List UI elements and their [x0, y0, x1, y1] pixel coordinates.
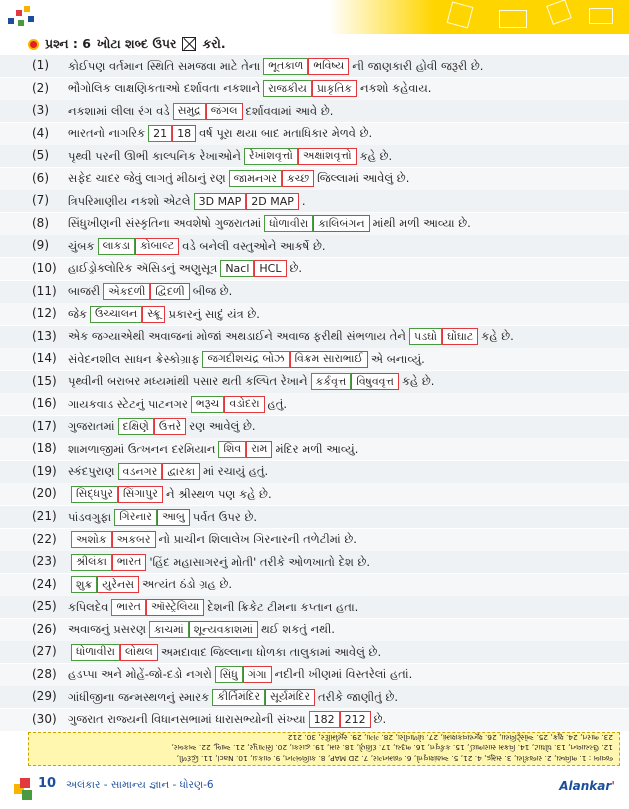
option-box[interactable]: ભૂતકાળ: [263, 58, 308, 75]
question-row: [0, 303, 629, 325]
bullet-icon: [28, 39, 39, 50]
option-box[interactable]: વિક્રમ સારાભાઈ: [290, 351, 368, 368]
brand-logo: [559, 779, 615, 793]
option-box[interactable]: સ્ક્રૂ: [142, 306, 165, 323]
question-number: (18): [32, 441, 57, 456]
option-box[interactable]: સૂર્યમંદિર: [265, 689, 315, 706]
question-number: (8): [32, 215, 49, 230]
option-box[interactable]: જામનગર: [229, 170, 282, 187]
question-text: [68, 215, 621, 233]
option-box[interactable]: ભરૂચ: [191, 396, 224, 413]
option-pair: [264, 215, 369, 232]
question-text: [68, 440, 621, 458]
question-post-text: રણ આવેલું છે.: [189, 419, 256, 434]
option-box[interactable]: રેખાંશવૃત્તો: [244, 148, 298, 165]
question-row: [0, 281, 629, 303]
question-text: [68, 553, 621, 571]
option-pair: [218, 441, 272, 458]
option-box[interactable]: ભારત: [111, 599, 145, 616]
option-box[interactable]: ગંગા: [243, 666, 272, 683]
question-text: [68, 485, 621, 503]
question-post-text: કહે છે.: [401, 374, 435, 389]
option-pair: [409, 328, 478, 345]
question-row: [0, 574, 629, 596]
option-box[interactable]: HCL: [254, 260, 286, 277]
question-pre-text: પાંડવગુફા: [68, 509, 112, 524]
option-pair: [173, 103, 243, 120]
option-box[interactable]: 182: [309, 711, 340, 728]
question-text: [68, 283, 621, 301]
option-pair: [244, 148, 357, 165]
option-box[interactable]: ઑસ્ટ્રેલિયા: [146, 599, 204, 616]
cross-box-icon: [182, 37, 196, 51]
option-pair: [215, 666, 272, 683]
question-pre-text: હાઈડ્રોક્લોરિક ઍસિડનું અણુસૂત્ર: [68, 261, 218, 276]
question-text: [68, 711, 621, 729]
option-box[interactable]: ઉચ્ચાલન: [90, 306, 142, 323]
question-number: (21): [32, 509, 57, 523]
question-pre-text: હડપ્પા અને મોહેં-જો-દડો નગરો: [68, 667, 212, 682]
question-text: [68, 305, 621, 323]
option-box[interactable]: જગદીશચંદ્ર બોઝ: [202, 351, 289, 368]
question-number: (26): [32, 621, 57, 636]
question-number: (27): [32, 644, 57, 659]
question-row: [0, 641, 629, 663]
option-pair: [111, 599, 204, 616]
question-text: [68, 463, 621, 481]
option-box[interactable]: Nacl: [220, 260, 254, 277]
question-pre-text: કપિલદેવ: [68, 599, 109, 614]
question-number: (14): [32, 351, 57, 366]
question-number: (19): [32, 463, 57, 478]
option-box[interactable]: 212: [340, 711, 371, 728]
deco-square: [499, 10, 527, 28]
question-post-text: પ્રકારનું સાદું યંત્ર છે.: [168, 306, 260, 321]
question-number: (4): [32, 125, 49, 140]
option-box[interactable]: વડનગર: [118, 463, 163, 480]
question-text: [68, 260, 621, 278]
option-box[interactable]: રાજકીય: [263, 80, 312, 97]
heading-prefix: પ્રશ્ન : 6: [45, 36, 91, 51]
option-pair: [71, 531, 156, 548]
option-pair: [191, 396, 265, 413]
question-number: (2): [32, 80, 49, 95]
option-box[interactable]: જંગલ: [206, 103, 243, 120]
question-pre-text: નકશામાં લીલા રંગ વડે: [68, 103, 170, 118]
brand-logo-text: Alankar: [559, 779, 612, 793]
question-number: (29): [32, 689, 57, 704]
corner-dots-decoration: [8, 6, 48, 32]
question-number: (24): [32, 576, 57, 591]
question-text: [68, 170, 621, 188]
question-pre-text: બાજરી: [68, 284, 101, 298]
question-pre-text: સ્કંદપુરાણ: [68, 464, 115, 479]
question-row: [0, 551, 629, 573]
option-box[interactable]: કચ્છ: [282, 170, 314, 187]
option-pair: [263, 80, 357, 97]
question-text: [68, 508, 621, 526]
question-row: [0, 619, 629, 641]
question-pre-text: ત્રિપરિમાણીય નકશો એટલે: [68, 193, 191, 208]
question-pre-text: સિંધુખીણની સંસ્કૃતિના અવશેષો ગુજરાતમાં: [68, 216, 262, 231]
question-pre-text: ગુજરાત રાજ્યની વિધાનસભામાં ધારાસભ્યોની સંખ્યા: [68, 712, 306, 727]
question-number: (11): [32, 283, 57, 298]
deco-square: [447, 2, 474, 29]
answer-line: 12. ઉચ્ચાલન, 13. ઘોંઘાટ, 14. વિક્રમ સારાભાઈ, 15. કર્કવૃત્ત, 16. ભરૂચ, 17. દક્ષિણે, 18. રામ, 19. દ્વારકા, 20. સિંગાપુર, 21. આબુ, 22. અકબર,: [171, 743, 613, 753]
question-text: [68, 531, 621, 549]
question-row: [0, 55, 629, 77]
question-number: (15): [32, 373, 57, 388]
question-post-text: બીજ છે.: [192, 284, 233, 298]
question-row: [0, 438, 629, 460]
option-pair: [149, 621, 258, 638]
question-post-text: છે.: [373, 712, 387, 727]
question-number: (5): [32, 148, 49, 163]
option-box[interactable]: સિંધુ: [215, 666, 243, 683]
question-pre-text: એક જગ્યાએથી અવાજનાં મોજાં અથડાઈને અવાજ ફરીથી સંભળાય તેને: [68, 329, 406, 344]
question-row: [0, 190, 629, 212]
question-text: [68, 147, 621, 165]
option-box[interactable]: એકદળી: [103, 283, 150, 300]
question-pre-text: સંવેદનશીલ સાધન ક્રેસ્કોગ્રાફ: [68, 351, 200, 366]
option-box[interactable]: 2D MAP: [246, 193, 299, 210]
option-pair: [71, 554, 146, 571]
option-pair: [71, 576, 139, 593]
question-row: [0, 709, 629, 731]
question-text: [68, 621, 621, 639]
question-text: [68, 418, 621, 436]
answer-key: [28, 732, 620, 766]
question-pre-text: અવાજનું પ્રસરણ: [68, 622, 146, 637]
option-box[interactable]: અક્ષાંશવૃત્તો: [298, 148, 357, 165]
question-number: (28): [32, 666, 57, 681]
question-post-text: કહે છે.: [359, 148, 393, 163]
option-box[interactable]: પડઘો: [409, 328, 442, 345]
question-text: [68, 328, 621, 346]
option-box[interactable]: દ્વિદળી: [150, 283, 189, 300]
question-pre-text: ગાંધીજીના જન્મસ્થળનું સ્મારક: [68, 689, 210, 704]
question-row: [0, 686, 629, 708]
question-number: (23): [32, 554, 57, 569]
question-post-text: તરીકે જાણીતું છે.: [318, 689, 399, 704]
option-pair: [71, 486, 163, 503]
question-text: [68, 688, 621, 706]
option-box[interactable]: સિંગાપુર: [118, 486, 163, 503]
question-post-text: પર્વત ઉપર છે.: [192, 509, 258, 524]
option-box[interactable]: શિવ: [218, 441, 246, 458]
question-row: [0, 416, 629, 438]
question-post-text: થઈ શકતું નથી.: [260, 622, 335, 637]
brand-logo-mark: ': [611, 779, 615, 793]
option-box[interactable]: કીર્તિમંદિર: [212, 689, 265, 706]
question-pre-text: ભૌગોલિક લાક્ષણિકતાઓ દર્શાવતા નકશાને: [68, 81, 261, 96]
question-row: [0, 168, 629, 190]
option-box[interactable]: 18: [172, 125, 196, 142]
question-post-text: નકશો કહેવાય.: [360, 81, 432, 96]
question-post-text: હતું.: [267, 396, 287, 411]
question-row: [0, 348, 629, 370]
option-pair: [212, 689, 315, 706]
question-row: [0, 371, 629, 393]
question-number: (25): [32, 599, 57, 614]
option-box[interactable]: કર્કવૃત્ત: [311, 373, 352, 390]
question-pre-text: ભારતનો નાગરિક: [68, 126, 146, 141]
question-post-text: અમદાવાદ જિલ્લાના ધોળકા તાલુકામાં આવેલું છે.: [160, 644, 382, 659]
option-box[interactable]: શ્રીલંકા: [71, 554, 112, 571]
question-row: [0, 78, 629, 100]
question-post-text: છે.: [289, 261, 303, 276]
question-row: [0, 145, 629, 167]
option-pair: [263, 58, 349, 75]
option-box[interactable]: ઘોંઘાટ: [442, 328, 478, 345]
question-text: [68, 643, 621, 661]
question-number: (12): [32, 306, 57, 321]
question-number: (7): [32, 193, 49, 208]
option-box[interactable]: પ્રાકૃતિક: [312, 80, 357, 97]
question-text: [68, 102, 621, 120]
question-number: (20): [32, 486, 57, 501]
question-post-text: માં રચાયું હતું.: [203, 464, 269, 479]
question-post-text: દેશની ક્રિકેટ ટીમના કપ્તાન હતા.: [207, 599, 359, 614]
question-text: [68, 192, 621, 210]
question-post-text: એ બનાવ્યું.: [370, 351, 425, 366]
question-text: [68, 350, 621, 368]
question-post-text: નદીની ખીણમાં વિસ્તરેલાં હતાં.: [274, 667, 413, 682]
question-post-text: ને શ્રીસ્થળ પણ કહે છે.: [165, 486, 272, 501]
option-box[interactable]: કોબાલ્ટ: [135, 238, 179, 255]
option-box[interactable]: ધોળાવીરા: [71, 644, 120, 661]
question-row: [0, 258, 629, 280]
question-post-text: જિલ્લામાં આવેલું છે.: [317, 171, 410, 186]
header-decoration: [329, 0, 629, 34]
question-text: [68, 666, 621, 684]
question-pre-text: ગુજરાતમાં: [68, 419, 115, 434]
heading-suffix: કરો.: [202, 36, 226, 51]
question-text: [68, 373, 621, 391]
question-row: [0, 461, 629, 483]
question-row: [0, 596, 629, 618]
option-pair: [220, 260, 286, 277]
option-box[interactable]: રામ: [246, 441, 272, 458]
question-post-text: વડે બનેલી વસ્તુઓને આકર્ષે છે.: [182, 238, 326, 253]
option-box[interactable]: કાલિબંગન: [313, 215, 369, 232]
question-row: [0, 235, 629, 257]
question-number: (13): [32, 328, 57, 343]
option-box[interactable]: વિષુવવૃત્ત: [351, 373, 399, 390]
option-box[interactable]: ભવિષ્ય: [308, 58, 349, 75]
option-pair: [194, 193, 299, 210]
option-pair: [202, 351, 367, 368]
question-row: [0, 123, 629, 145]
option-pair: [118, 418, 187, 435]
question-post-text: અત્યંત ઠંડો ગ્રહ છે.: [142, 577, 233, 592]
option-box[interactable]: શૂન્યવકાશમાં: [189, 621, 258, 638]
question-pre-text: જેક: [68, 306, 87, 321]
option-box[interactable]: લોથલ: [120, 644, 158, 661]
question-number: (10): [32, 260, 57, 275]
option-box[interactable]: યુરેનસ: [97, 576, 139, 593]
option-box[interactable]: ધોળાવીરા: [264, 215, 313, 232]
option-box[interactable]: 3D MAP: [194, 193, 247, 210]
question-pre-text: પૃથ્વી પરની ઊભી કાલ્પનિક રેખાઓને: [68, 148, 241, 163]
option-box[interactable]: દ્વારકા: [162, 463, 200, 480]
question-text: [68, 57, 621, 75]
question-row: [0, 100, 629, 122]
deco-square: [546, 0, 572, 25]
question-number: (17): [32, 418, 57, 433]
question-post-text: ની જાણકારી હોવી જરૂરી છે.: [352, 58, 484, 73]
option-pair: [148, 125, 196, 142]
question-number: (30): [32, 711, 57, 726]
option-box[interactable]: શુક્ર: [71, 576, 97, 593]
option-box[interactable]: અકબર: [112, 531, 156, 548]
question-number: (9): [32, 238, 49, 253]
question-row: [0, 213, 629, 235]
option-box[interactable]: ગિરનાર: [114, 509, 157, 526]
option-pair: [90, 306, 165, 323]
question-pre-text: ગાયકવાડ સ્ટેટનું પાટનગર: [68, 396, 188, 411]
question-row: [0, 664, 629, 686]
option-box[interactable]: સિદ્ધપુર: [71, 486, 118, 503]
question-number: (3): [32, 103, 49, 118]
option-pair: [114, 509, 190, 526]
option-box[interactable]: કાચમાં: [149, 621, 189, 638]
question-post-text: મંદિર મળી આવ્યું.: [275, 441, 359, 456]
option-pair: [118, 463, 201, 480]
question-text: [68, 576, 621, 594]
heading-text: ખોટા શબ્દ ઉપર: [96, 36, 177, 51]
answer-line: 23. ભારત, 24. શુક્ર, 25. ઑસ્ટ્રેલિયા, 26. શૂન્યવકાશમાં, 27. ધોળાવીરા, 28. ગંગા, 29. સૂર્યમંદિર, 30. 212: [287, 733, 613, 742]
question-pre-text: પૃથ્વીની બરાબર મધ્યમાંથી પસાર થતી કલ્પિત રેખાને: [68, 374, 308, 389]
question-post-text: કહે છે.: [481, 329, 514, 344]
option-pair: [309, 711, 371, 728]
question-pre-text: ચુંબક: [68, 238, 95, 253]
option-pair: [98, 238, 180, 255]
question-pre-text: શામળાજીમાં ઉત્ખનન દરમિયાન: [68, 441, 216, 456]
question-row: [0, 483, 629, 505]
question-post-text: માંથી મળી આવ્યા છે.: [372, 216, 471, 231]
option-box[interactable]: દક્ષિણે: [118, 418, 154, 435]
option-pair: [311, 373, 399, 390]
question-pre-text: કોઈપણ વર્તમાન સ્થિતિ સમજવા માટે તેના: [68, 58, 261, 73]
question-post-text: .: [301, 194, 306, 209]
option-box[interactable]: 21: [148, 125, 172, 142]
question-text: [68, 237, 621, 255]
question-row: [0, 393, 629, 415]
question-number: (6): [32, 170, 49, 185]
question-text: [68, 395, 621, 413]
option-box[interactable]: ઉત્તરે: [154, 418, 186, 435]
question-pre-text: સફેદ ચાદર જેવું લાગતું મીઠાનું રણ: [68, 171, 226, 186]
section-heading: [28, 34, 226, 54]
page-number: 10: [38, 776, 57, 791]
question-number: (1): [32, 58, 49, 72]
question-text: [68, 125, 621, 143]
option-box[interactable]: આબુ: [157, 509, 190, 526]
option-box[interactable]: ભારત: [112, 554, 146, 571]
answer-line: જવાબ : 1. ભવિષ્ય, 2. રાજકીય, 3. સમુદ્ર, 4. 21, 5. અક્ષાંશવૃત્તો, 6. જામનગર, 7. 2D MAP, 8. કાલિબંગન, 9. લાકડા, 10. Nacl, 11. દ્વિદળી,: [176, 754, 613, 763]
option-box[interactable]: સમુદ્ર: [173, 103, 206, 120]
option-pair: [229, 170, 314, 187]
option-box[interactable]: વડોદરા: [224, 396, 264, 413]
footer-title: અલંકાર - સામાન્ય જ્ઞાન - ધોરણ-6: [66, 779, 214, 791]
deco-square: [589, 8, 613, 24]
question-row: [0, 529, 629, 551]
option-pair: [71, 644, 158, 661]
question-text: [68, 598, 621, 616]
question-post-text: વર્ષ પૂરા થયા બાદ મતાધિકાર મેળવે છે.: [199, 126, 373, 141]
question-post-text: નો પ્રાચીન શિલાલેખ ગિરનારની તળેટીમાં છે.: [158, 532, 357, 547]
option-pair: [103, 283, 190, 300]
question-row: [0, 506, 629, 528]
question-post-text: દર્શાવવામાં આવે છે.: [245, 103, 334, 118]
option-box[interactable]: લાકડા: [98, 238, 136, 255]
option-box[interactable]: અશોક: [71, 531, 112, 548]
question-row: [0, 326, 629, 348]
question-post-text: 'હિંદ મહાસાગરનું મોતી' તરીકે ઓળખાતો દેશ છે.: [149, 554, 371, 569]
question-number: (16): [32, 396, 57, 411]
question-text: [68, 80, 621, 98]
question-number: (22): [32, 531, 57, 546]
